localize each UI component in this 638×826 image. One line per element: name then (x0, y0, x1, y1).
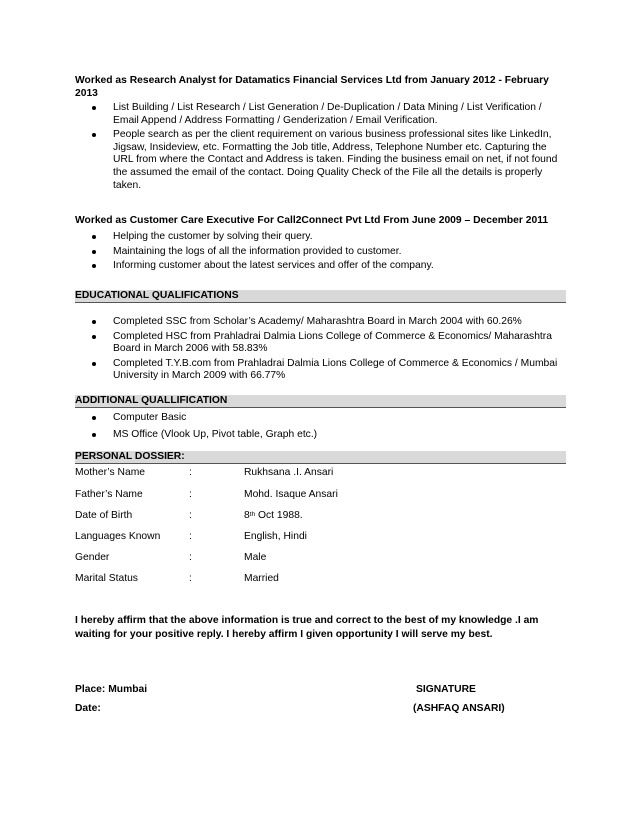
education-bullets (75, 316, 565, 385)
bullet-icon (92, 416, 96, 420)
row-value: 8th Oct 1988. (244, 510, 303, 521)
list-item: Maintaining the logs of all the information provided to customer. (75, 246, 565, 259)
declaration-line-1: I hereby affirm that the above information is true and correct to the best of my knowledge .I am (75, 615, 539, 626)
job-bullets-datamatics (75, 102, 565, 194)
row-value: English, Hindi (244, 531, 307, 542)
personal-row-languages (75, 530, 565, 544)
personal-row-gender (75, 551, 565, 565)
list-item: Completed HSC from Prahladrai Dalmia Lions College of Commerce & Economics/ Maharashtra Board in March 2006 with 58.83% (75, 331, 565, 356)
personal-row-dob (75, 509, 565, 523)
row-label: Languages Known (75, 531, 161, 542)
bullet-icon (92, 264, 96, 268)
row-separator: : (189, 552, 192, 563)
personal-row-mother (75, 466, 565, 480)
bullet-icon (92, 320, 96, 324)
row-separator: : (189, 489, 192, 500)
list-item: Completed SSC from Scholar’s Academy/ Maharashtra Board in March 2004 with 60.26% (75, 316, 565, 329)
declaration-line-2: waiting for your positive reply. I hereby affirm I given opportunity I will serve my best. (75, 629, 493, 640)
personal-row-marital (75, 572, 565, 586)
personal-row-father (75, 488, 565, 502)
bullet-icon (92, 335, 96, 339)
signature-label: SIGNATURE (416, 684, 476, 695)
row-label: Marital Status (75, 573, 138, 584)
bullet-icon (92, 433, 96, 437)
list-item: List Building / List Research / List Generation / De-Duplication / Data Mining / List Verification / Email Append / Address Formatting / Genderization / Email Verification. (75, 102, 565, 127)
row-value: Male (244, 552, 267, 563)
signatory-name: (ASHFAQ ANSARI) (413, 703, 505, 714)
row-separator: : (189, 510, 192, 521)
row-label: Father’s Name (75, 489, 143, 500)
list-item: MS Office (Vlook Up, Pivot table, Graph etc.) (75, 429, 565, 442)
bullet-icon (92, 362, 96, 366)
list-item: Informing customer about the latest services and offer of the company. (75, 260, 565, 273)
bullet-icon (92, 106, 96, 110)
additional-bullets (75, 412, 565, 443)
list-item: Helping the customer by solving their query. (75, 231, 565, 244)
job-bullets-call2connect (75, 231, 565, 275)
row-label: Gender (75, 552, 110, 563)
list-item: Computer Basic (75, 412, 565, 425)
row-separator: : (189, 573, 192, 584)
additional-heading: ADDITIONAL QUALLIFICATION (75, 395, 566, 408)
place-label: Place: Mumbai (75, 684, 148, 695)
date-label: Date: (75, 703, 101, 714)
row-value: Mohd. Isaque Ansari (244, 489, 338, 500)
education-heading: EDUCATIONAL QUALIFICATIONS (75, 290, 566, 303)
bullet-icon (92, 235, 96, 239)
job-title-call2connect: Worked as Customer Care Executive For Call2Connect Pvt Ltd From June 2009 – December 2011 (75, 215, 549, 226)
row-label: Mother’s Name (75, 467, 146, 478)
row-label: Date of Birth (75, 510, 133, 521)
list-item: People search as per the client requirement on various business professional sites like LinkedIn, Jigsaw, Insideview, etc. Formatting the Job title, Address, Telephone Number etc. Capturing the URL from where the Contact and Address is taken. Finding the business email on net, if not found the assumed the email of the contact. Doing Quality Check of the File all the details is properly taken. (75, 129, 565, 192)
row-value: Rukhsana .I. Ansari (244, 467, 334, 478)
row-separator: : (189, 467, 192, 478)
bullet-icon (92, 250, 96, 254)
row-separator: : (189, 531, 192, 542)
list-item: Completed T.Y.B.com from Prahladrai Dalmia Lions College of Commerce & Economics / Mumbai University in March 2009 with 66.77% (75, 358, 565, 383)
row-value: Married (244, 573, 279, 584)
job-title-datamatics: Worked as Research Analyst for Datamatics Financial Services Ltd from January 2012 - February 2013 (75, 75, 549, 99)
personal-heading: PERSONAL DOSSIER: (75, 451, 566, 464)
bullet-icon (92, 133, 96, 137)
